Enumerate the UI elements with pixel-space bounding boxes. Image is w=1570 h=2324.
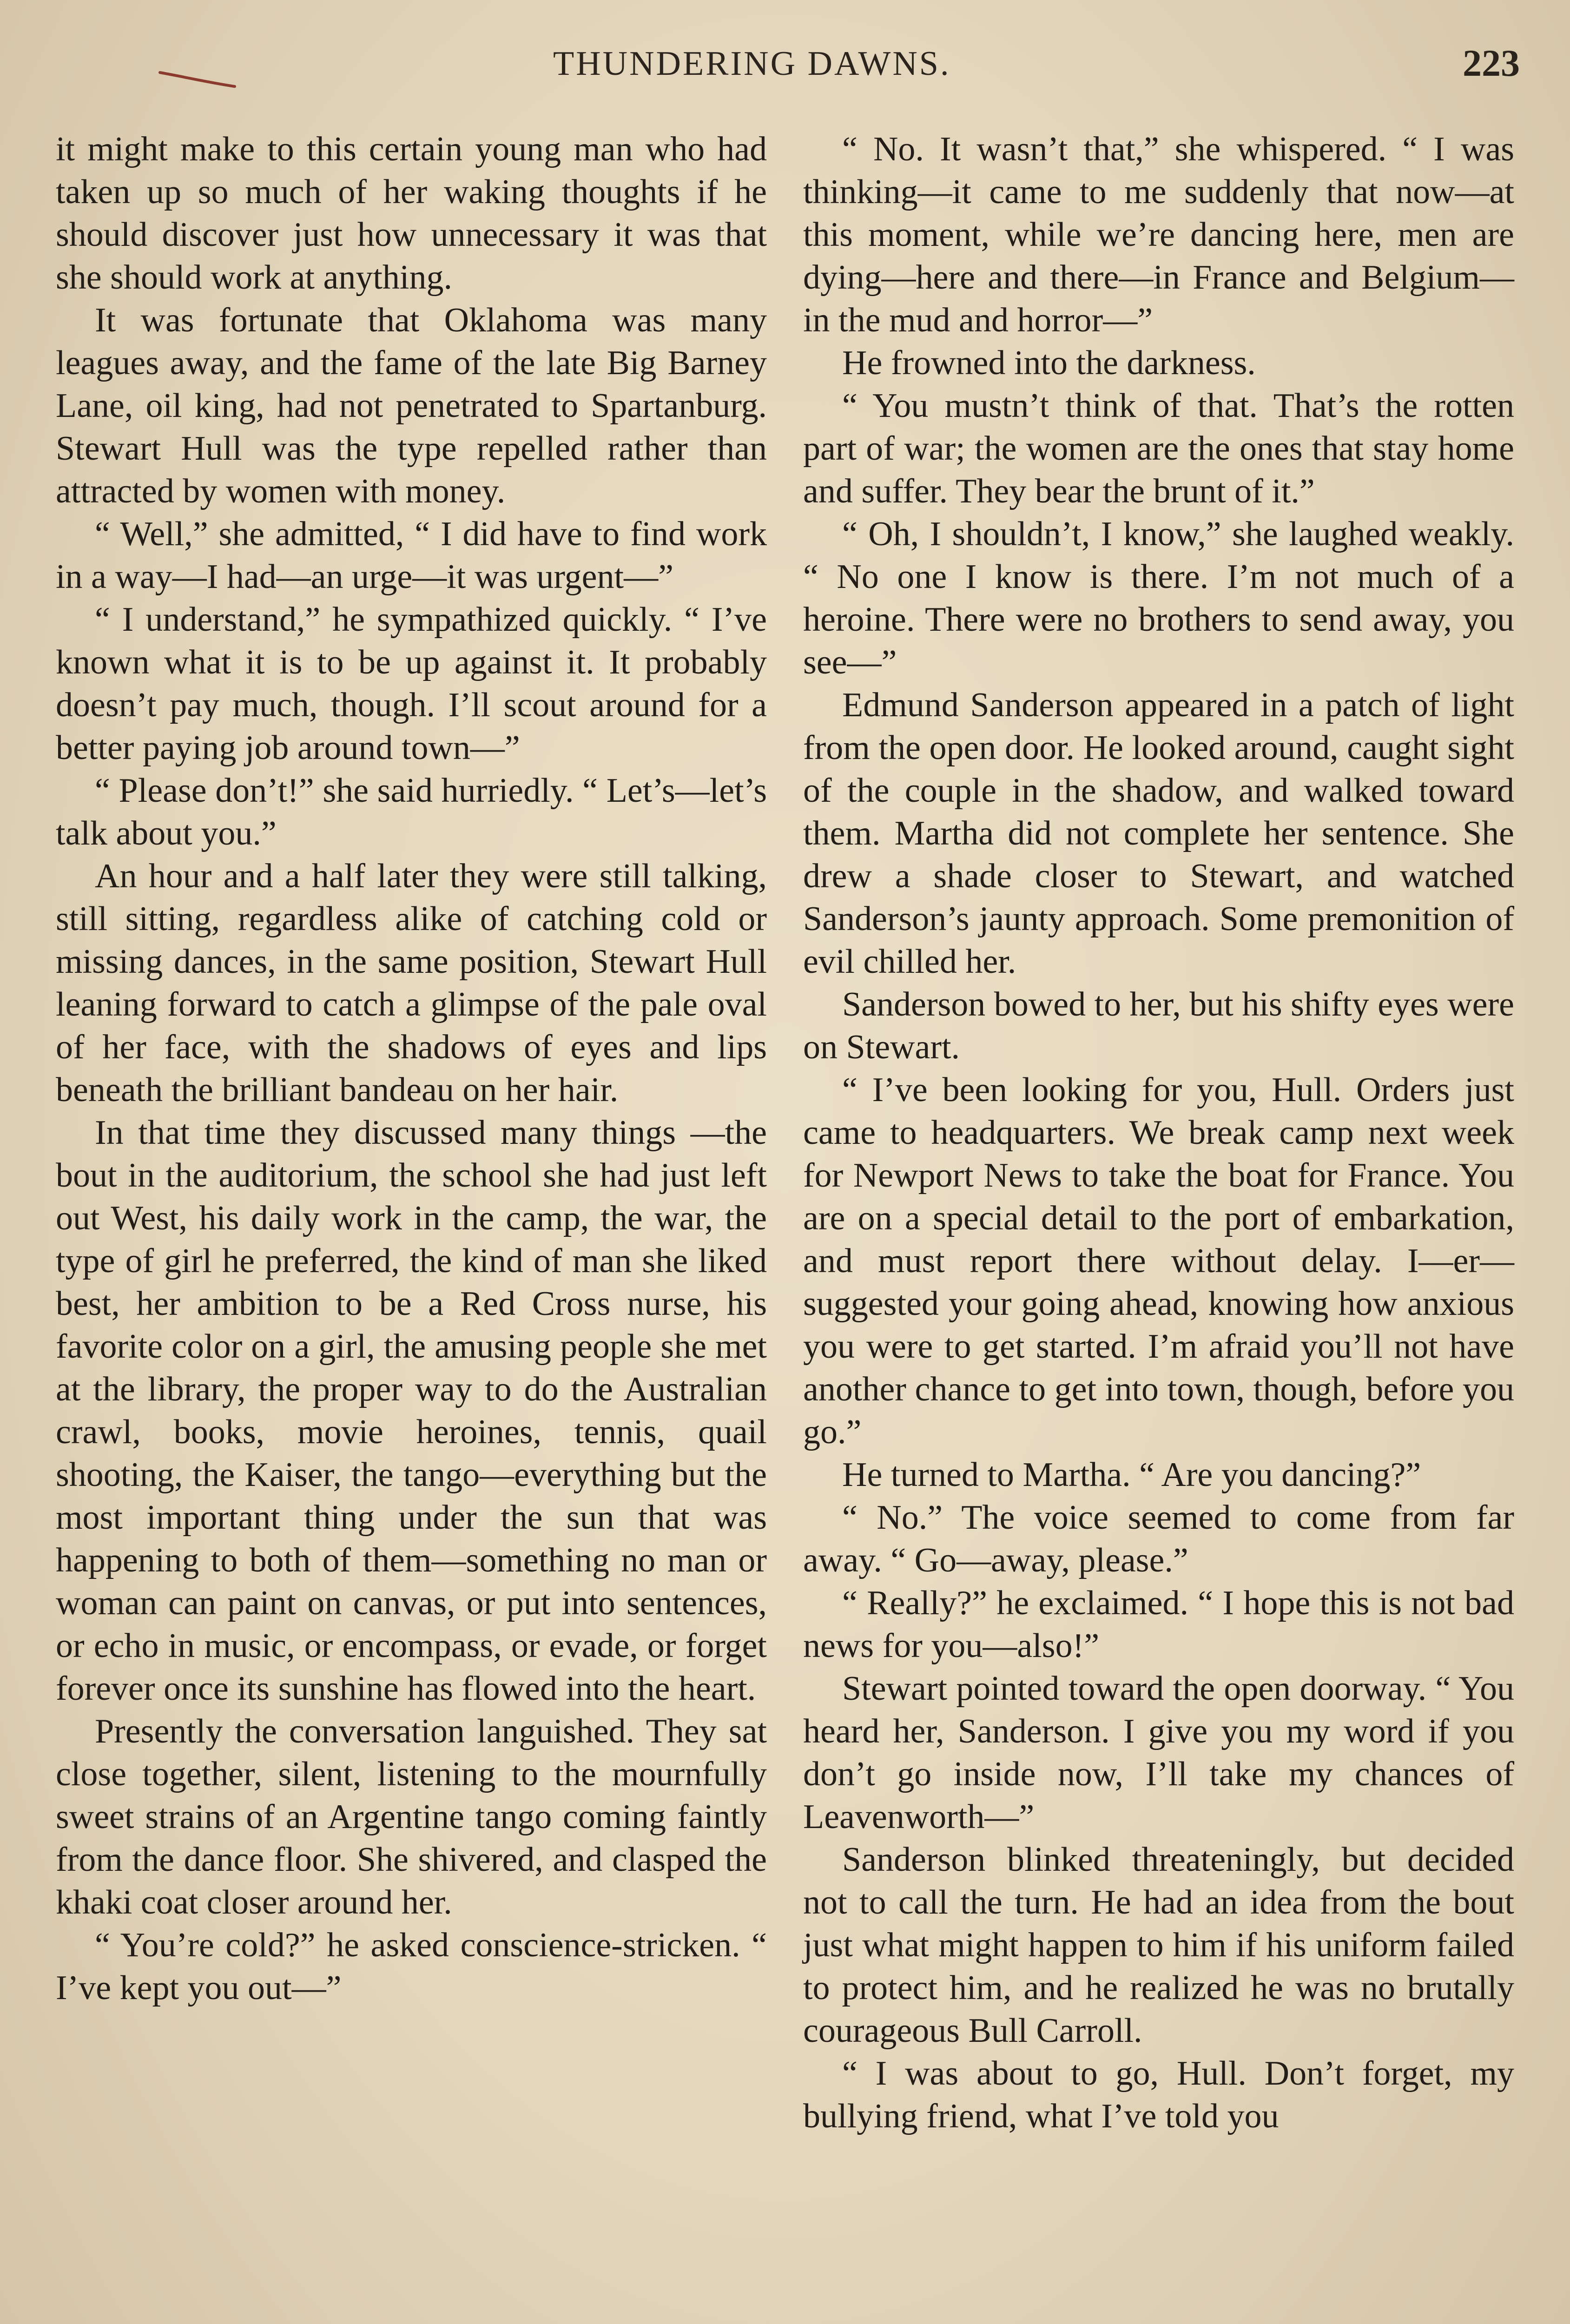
paragraph: “ I’ve been looking for you, Hull. Orders just came to headquarters. We break camp next week for Newport News to take the boat for France. You are on a special detail to the port of embarkation, and must report there without delay. I—er—suggested your going ahead, knowing how anxious you were to get started. I’m afraid you’ll not have another chance to get into town, though, before you go.” [803,1071,1514,1451]
paragraph: Presently the conversation languished. They sat close together, silent, listening to the mournfully sweet strains of an Argentine tango coming faintly from the dance floor. She shivered, and clasped the khaki coat closer around her. [56,1712,767,1921]
paragraph: Sanderson bowed to her, but his shifty eyes were on Stewart. [803,985,1514,1066]
paragraph: “ Well,” she admitted, “ I did have to find work in a way—I had—an urge—it was urgent—” [56,515,767,596]
right-column [803,128,1514,2138]
paragraph: Edmund Sanderson appeared in a patch of light from the open door. He looked around, caught sight of the couple in the shadow, and walked toward them. Martha did not complete her sentence. She drew a shade closer to Stewart, and watched Sanderson’s jaunty approach. Some premonition of evil chilled her. [803,686,1514,981]
paragraph: “ You mustn’t think of that. That’s the rotten part of war; the women are the ones that stay home and suffer. They bear the brunt of it.” [803,387,1514,510]
paragraph: Stewart pointed toward the open doorway. “ You heard her, Sanderson. I give you my word if you don’t go inside now, I’ll take my chances of Leavenworth—” [803,1670,1514,1836]
paragraph: “ You’re cold?” he asked conscience-stricken. “ I’ve kept you out—” [56,1926,767,2007]
paragraph: “ Really?” he exclaimed. “ I hope this is not bad news for you—also!” [803,1584,1514,1665]
paragraph: “ No.” The voice seemed to come from far away. “ Go—away, please.” [803,1499,1514,1579]
paragraph: it might make to this certain young man who had taken up so much of her waking thoughts if he should discover just how unnecessary it was that she should work at anything. [56,130,767,297]
paragraph: “ I understand,” he sympathized quickly. “ I’ve known what it is to be up against it. It probably doesn’t pay much, though. I’ll scout around for a better paying job around town—” [56,601,767,767]
paragraph: “ I was about to go, Hull. Don’t forget, my bullying friend, what I’ve told you [803,2054,1514,2135]
paragraph: In that time they discussed many things —the bout in the auditorium, the school she had just left out West, his daily work in the camp, the war, the type of girl he preferred, the kind of man she liked best, her ambition to be a Red Cross nurse, his favorite color on a girl, the amusing people she met at the library, the proper way to do the Australian crawl, books, movie heroines, tennis, quail shooting, the Kaiser, the tango—everything but the most important thing under the sun that was happening to both of them—something no man or woman can paint on canvas, or put into sentences, or echo in music, or encompass, or evade, or forget forever once its sunshine has flowed into the heart. [56,1114,767,1708]
paragraph: “ Please don’t!” she said hurriedly. “ Let’s—let’s talk about you.” [56,772,767,852]
page-number: 223 [1463,42,1520,84]
paragraph: “ No. It wasn’t that,” she whispered. “ I was thinking—it came to me suddenly that now—at this moment, while we’re dancing here, men are dying—here and there—in France and Belgium—in the mud and horror—” [803,130,1514,339]
paragraph: “ Oh, I shouldn’t, I know,” she laughed weakly. “ No one I know is there. I’m not much of a heroine. There were no brothers to send away, you see—” [803,515,1514,681]
running-title: THUNDERING DAWNS. [553,45,951,83]
left-column [56,128,767,2009]
paragraph: It was fortunate that Oklahoma was many leagues away, and the fame of the late Big Barney Lane, oil king, had not penetrated to Spartanburg. Stewart Hull was the type repelled rather than attracted by women with money. [56,301,767,510]
paragraph: An hour and a half later they were still talking, still sitting, regardless alike of catching cold or missing dances, in the same position, Stewart Hull leaning forward to catch a glimpse of the pale oval of her face, with the shadows of eyes and lips beneath the brilliant bandeau on her hair. [56,857,767,1109]
paragraph: He frowned into the darkness. [842,344,1256,382]
paragraph: Sanderson blinked threateningly, but decided not to call the turn. He had an idea from the bout just what might happen to him if his uniform failed to protect him, and he realized he was no brutally courageous Bull Carroll. [803,1841,1514,2050]
paragraph: He turned to Martha. “ Are you dancing?” [842,1456,1421,1494]
page-header [60,44,1520,95]
